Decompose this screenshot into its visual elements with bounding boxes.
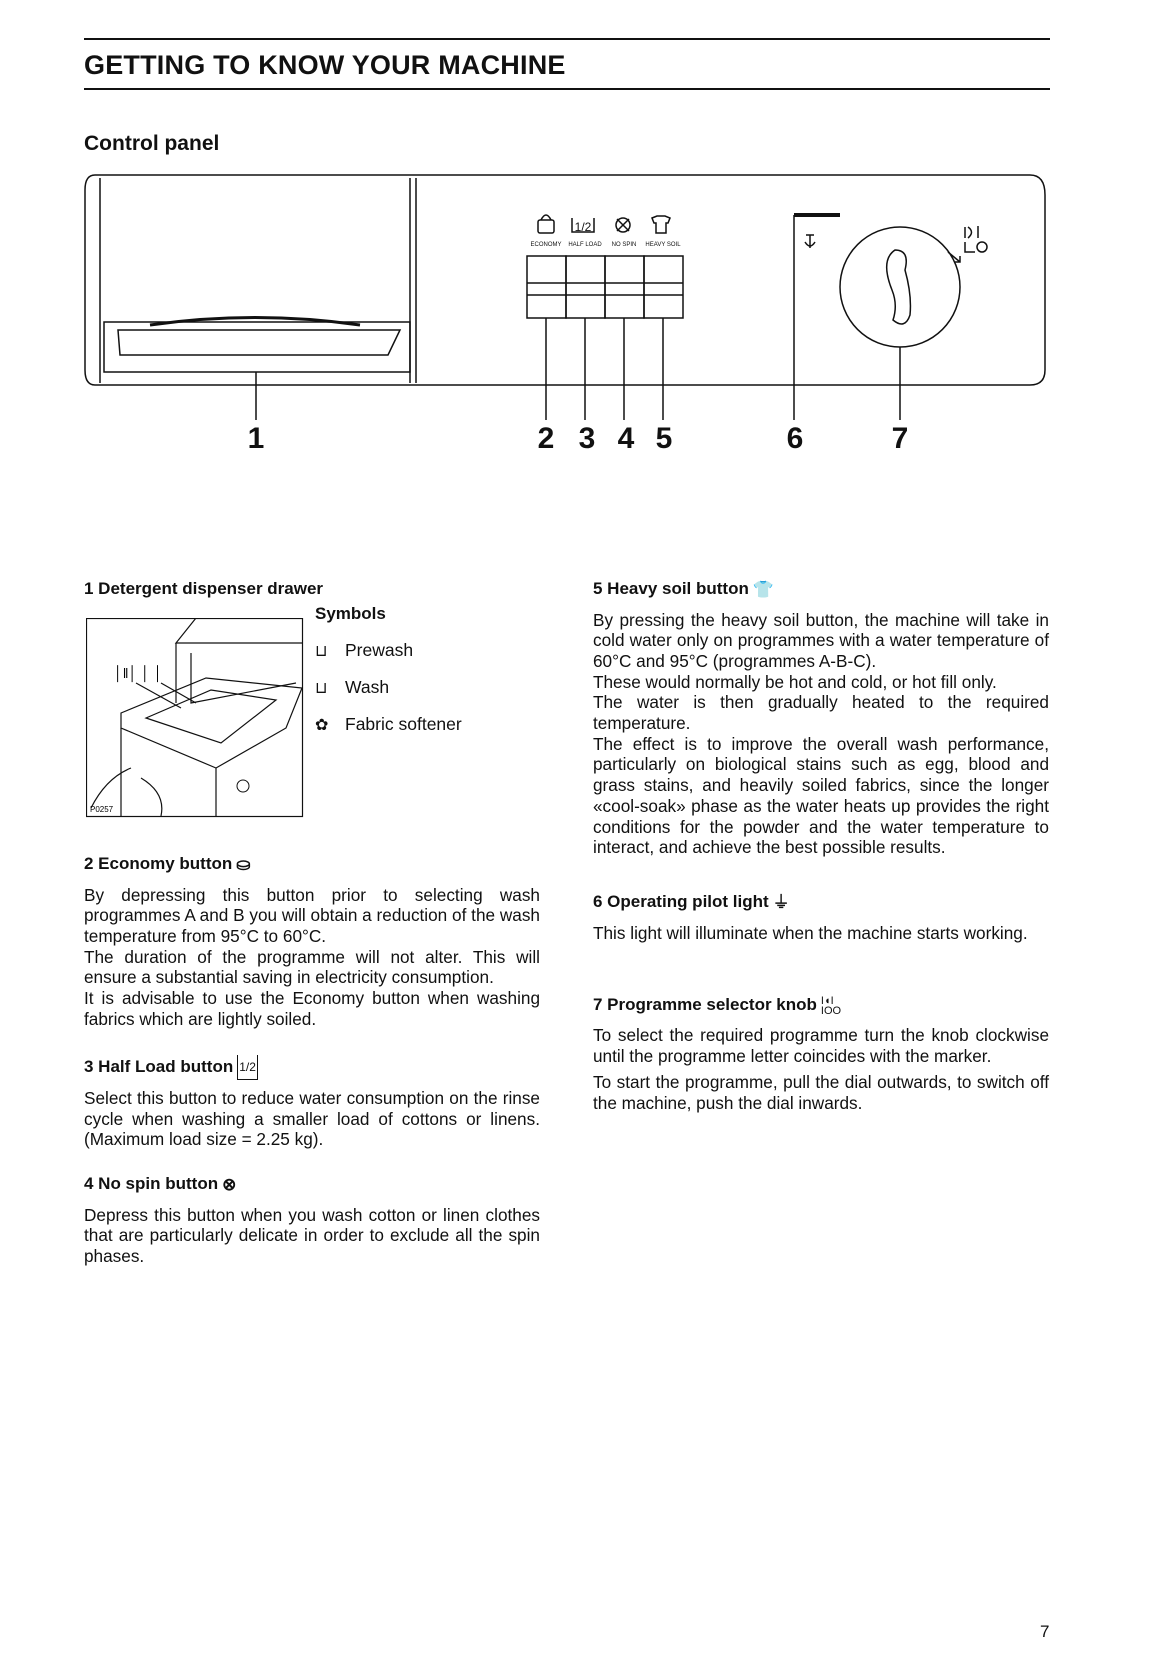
callout-3: 3 [578,422,596,455]
page-number: 7 [1040,1622,1050,1641]
callout-7: 7 [891,422,909,455]
pilot-light-icon [805,235,815,248]
wash-icon: ⊔ [315,679,328,697]
item-no-spin [84,1172,540,1267]
paragraph: It is advisable to use the Economy button when washing fabrics which are lightly soiled. [84,988,540,1029]
paragraph: The effect is to improve the overall wash performance, particularly on biological stains such as egg, blood and grass stains, and heavily soiled fabrics, since the longer «cool-soak» phase as the water heats up provides the right conditions for the powder and the water temperature to interact, and achieve the best possible results. [593,733,1049,858]
label-no-spin: NO SPIN [611,242,637,248]
programme-selector-knob [840,227,960,347]
fabric-softener-icon [237,780,249,792]
paragraph: Depress this button when you wash cotton or linen clothes that are particularly delicate in order to exclude all the spin phases. [84,1204,540,1266]
prewash-icon: ⊔ [315,642,328,660]
item-heavy-soil [593,577,1049,858]
section-title: Control panel [84,132,220,155]
symbols-title: Symbols [315,604,386,623]
callout-4: 4 [617,422,635,455]
detergent-drawer-illustration [86,618,304,818]
programme-icon: I◖I IOO [820,994,842,1017]
page-title: GETTING TO KNOW YOUR MACHINE [84,50,566,80]
panel-outline [85,175,1045,385]
heavy-soil-icon: 👕 [752,579,775,599]
callout-5: 5 [655,422,673,455]
paragraph: The duration of the programme will not alter. This will ensure a substantial saving in electricity consumption. [84,946,540,988]
half-load-icon: 1/2 [237,1055,258,1080]
symbol-prewash [315,632,462,669]
economy-icon: ⛀ [236,854,251,874]
symbols-legend [315,604,462,743]
label-economy: ECONOMY [530,242,562,248]
paragraph: The water is then gradually heated to the required temperature. [593,692,1049,734]
item-title: 7 Programme selector knob [593,995,817,1014]
item-title: 4 No spin button [84,1174,219,1193]
callout-2: 2 [537,422,555,455]
paragraph: Select this button to reduce water consumption on the rinse cycle when washing a smaller load of cottons or linens. (Maximum load size = 2.25 kg). [84,1088,540,1150]
item-title: 2 Economy button [84,854,233,873]
item-title: 1 Detergent dispenser drawer [84,579,324,598]
detergent-drawer [118,330,400,355]
paragraph: These would normally be hot and cold, or hot fill only. [593,671,997,692]
option-buttons [527,256,683,318]
callout-6: 6 [786,422,804,455]
symbol-label: Fabric softener [345,714,462,734]
pilot-light-icon: ⏚ [772,892,790,912]
item-economy [84,852,540,1029]
item-half-load [84,1055,540,1150]
drawer-compartment-labels: │‖│ │ │ [114,665,163,681]
paragraph: By depressing this button prior to selecting wash programmes A and B you will obtain a reduction of the wash temperature from 95°C to 60°C. [84,884,540,946]
economy-icon [538,215,554,233]
label-half-load: HALF LOAD [568,242,602,248]
paragraph: To select the required programme turn the knob clockwise until the programme letter coincides with the marker. [593,1025,1049,1066]
symbol-label: Prewash [345,640,414,660]
programme-icon [948,226,987,262]
half-load-symbol: 1/2 [574,220,592,234]
item-title: 5 Heavy soil button [593,579,749,598]
item-pilot-light [593,890,1049,943]
no-spin-icon: ⊗ [222,1174,237,1194]
symbol-wash [315,669,462,706]
control-panel-diagram [0,0,1173,470]
heavy-soil-icon [652,216,670,233]
item-title: 6 Operating pilot light [593,892,769,911]
label-heavy-soil: HEAVY SOIL [645,242,681,248]
callout-1: 1 [247,422,265,455]
figure-code: P0257 [90,805,114,814]
paragraph: This light will illuminate when the machine starts working. [593,922,1028,943]
item-selector-knob [593,993,1049,1114]
symbol-label: Wash [345,677,390,697]
paragraph: To start the programme, pull the dial outwards, to switch off the machine, push the dial inwards. [593,1072,1049,1114]
paragraph: By pressing the heavy soil button, the machine will take in cold water only on programmes with a water temperature of 60°C and 95°C (programmes A-B-C). [593,609,1049,671]
item-detergent-drawer [84,577,544,609]
fabric-softener-icon: ✿ [315,716,329,734]
item-title: 3 Half Load button [84,1057,234,1076]
symbol-fabric-softener [315,706,462,743]
no-spin-icon [616,218,630,232]
